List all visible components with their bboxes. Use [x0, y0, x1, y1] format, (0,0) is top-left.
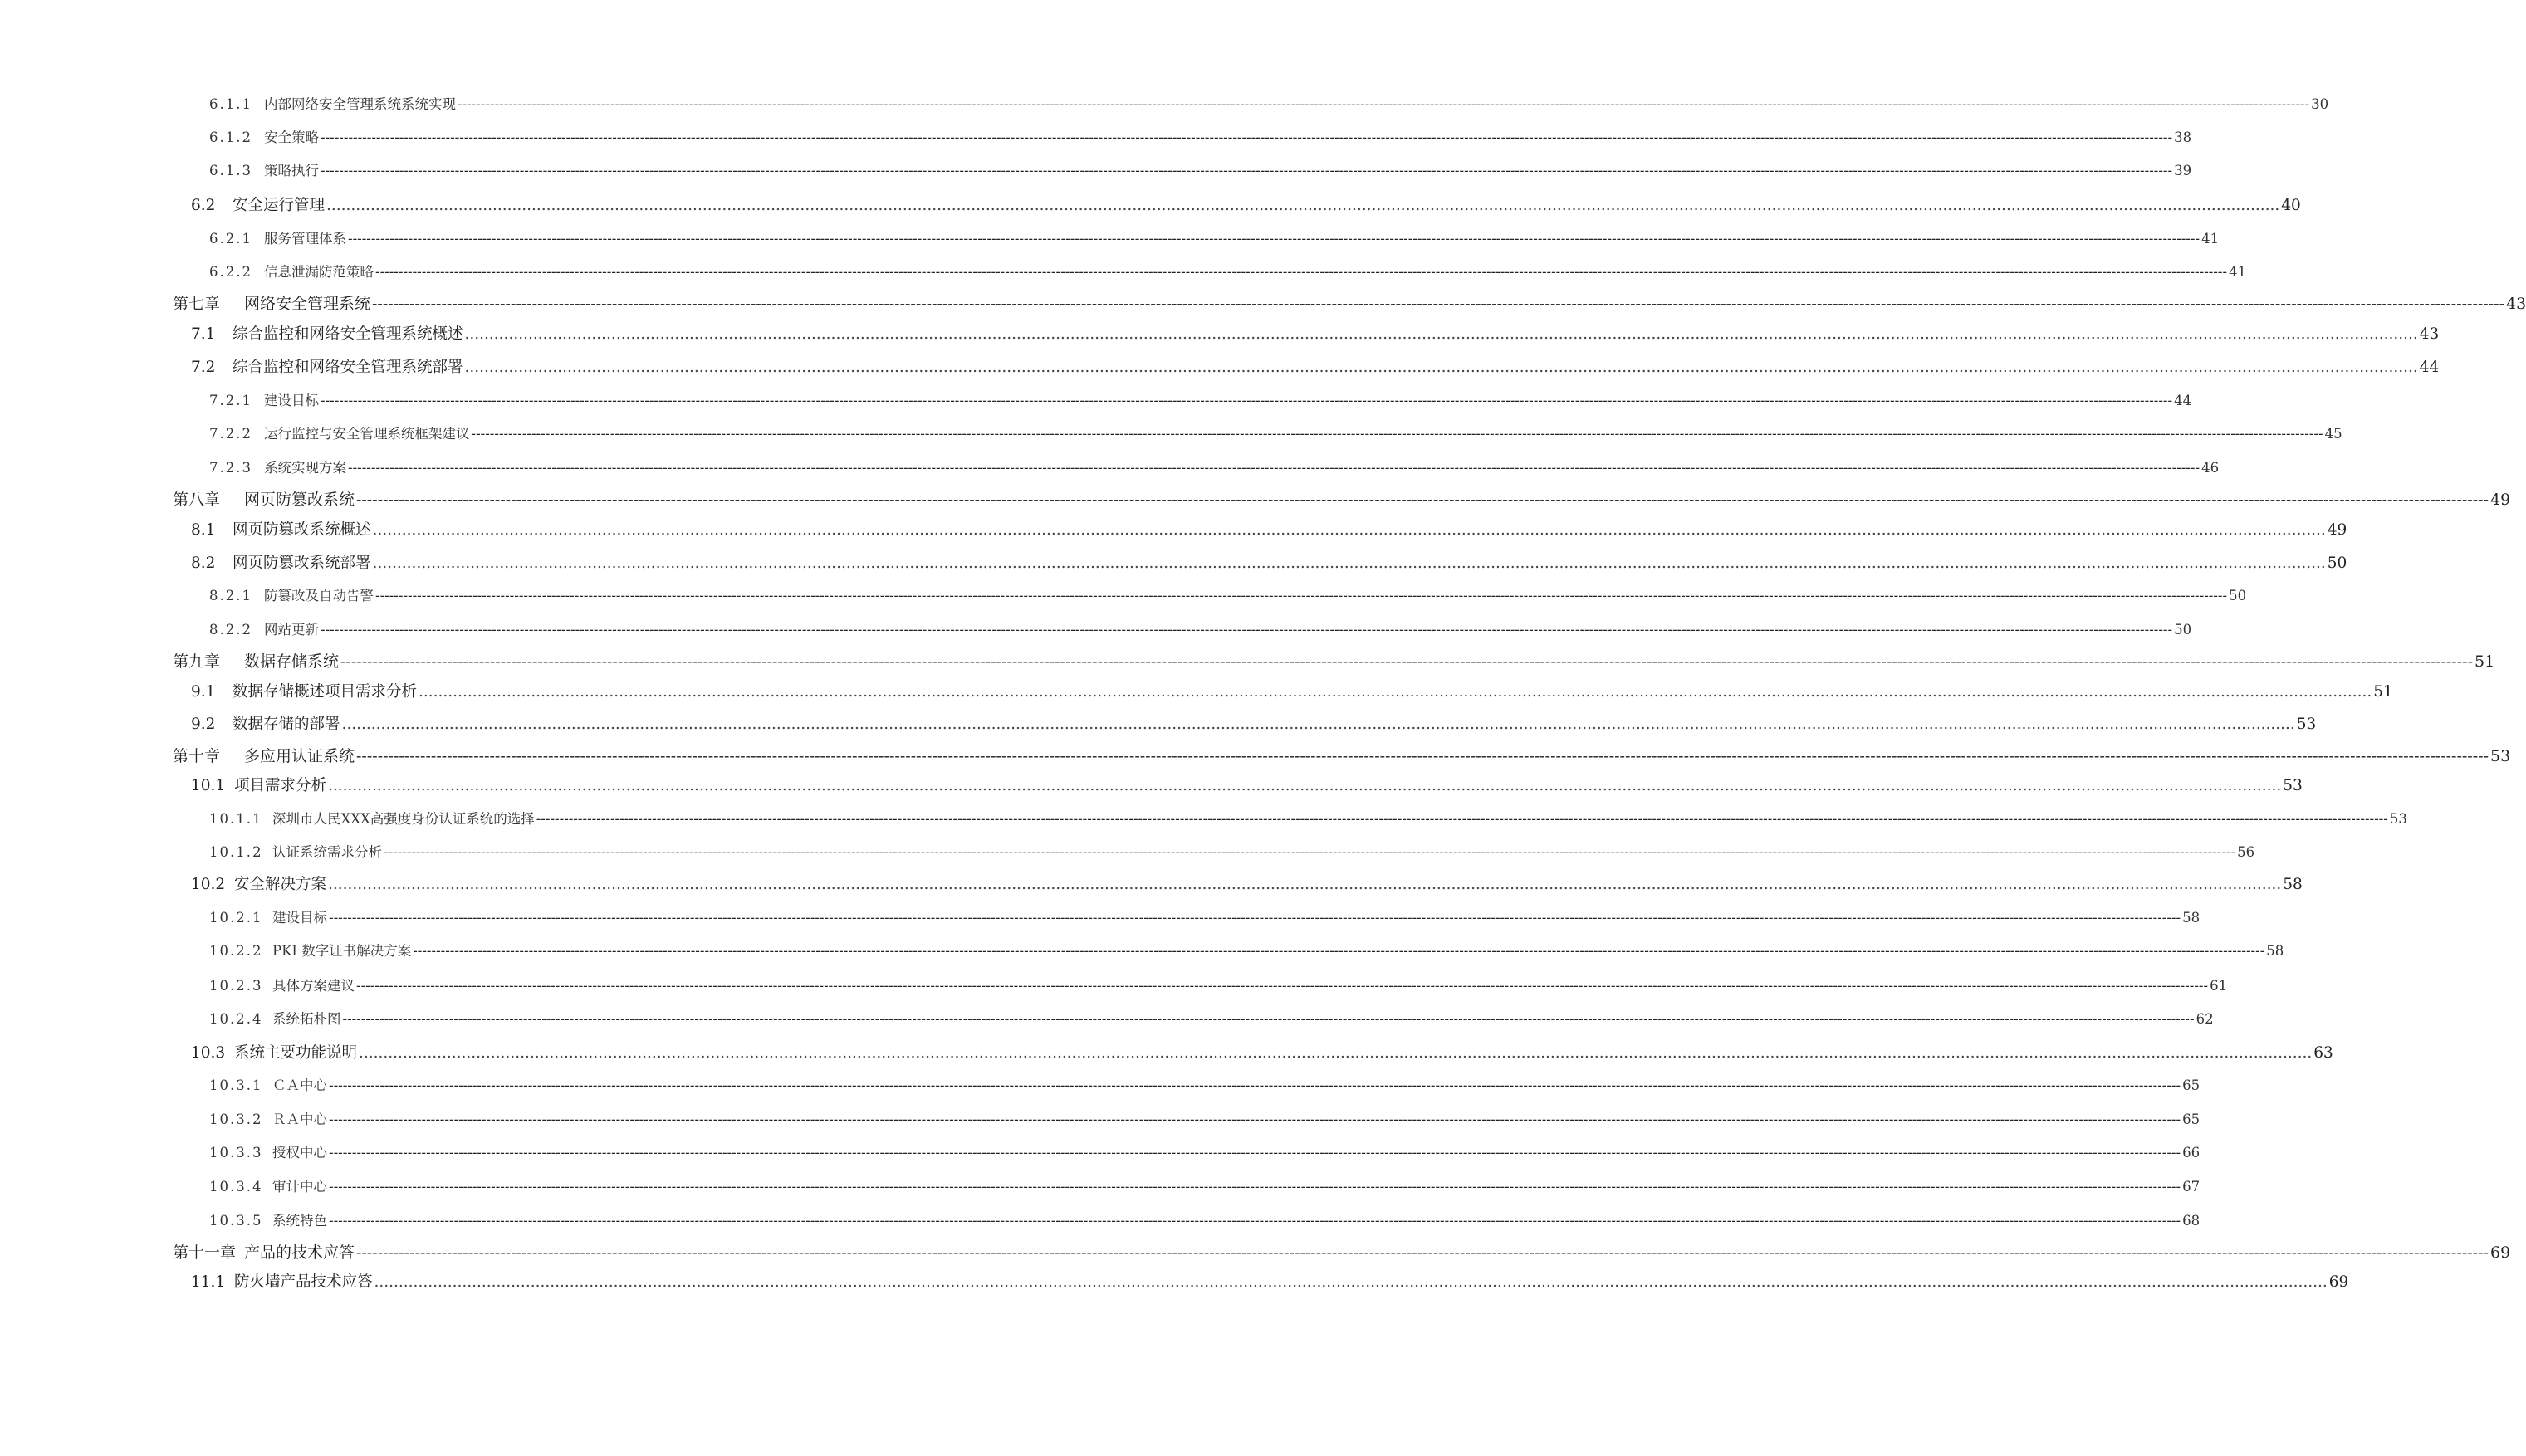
toc-page-number: 43	[2419, 325, 2440, 343]
toc-entry-number: 7.2.2	[209, 426, 252, 442]
toc-leader: ----------------------------------------------------------------------------------------------------------------------------------------------------------------------------------------------------------------------------------------------------------------------------------------------------------------------------------------------------------------------------------------------------------------	[384, 844, 2236, 860]
toc-leader: ................................................................................................................................................................................................................................................................................................................................................................................................................	[372, 555, 2326, 572]
toc-entry-number: 10.3.2	[209, 1112, 263, 1127]
toc-entry-number: 10.2.4	[209, 1011, 263, 1027]
toc-entry[interactable]	[173, 652, 2495, 671]
toc-page-number: 30	[2311, 96, 2329, 112]
toc-entry-title: 建设目标	[264, 393, 319, 408]
toc-page-number: 67	[2182, 1179, 2200, 1195]
toc-entry-number: 7.2.3	[209, 460, 252, 476]
toc-leader: ----------------------------------------------------------------------------------------------------------------------------------------------------------------------------------------------------------------------------------------------------------------------------------------------------------------------------------------------------------------------------------------------------------------	[321, 129, 2173, 145]
toc-entry[interactable]	[191, 521, 2347, 539]
toc-page-number: 53	[2296, 716, 2317, 733]
toc-leader: ----------------------------------------------------------------------------------------------------------------------------------------------------------------------------------------------------------------------------------------------------------------------------------------------------------------------------------------------------------------------------------------------------------------	[329, 910, 2181, 926]
toc-leader: ----------------------------------------------------------------------------------------------------------------------------------------------------------------------------------------------------------------------------------------------------------------------------------------------------------------------------------------------------------------------------------------------------------------	[348, 231, 2200, 247]
toc-entry-title: 数据存储概述项目需求分析	[233, 683, 418, 701]
toc-page-number: 58	[2182, 910, 2200, 926]
toc-leader: ----------------------------------------------------------------------------------------------------------------------------------------------------------------------------------------------------------------------------------------------------------------------------------------------------------------------------------------------------------------------------------------------------------------	[372, 295, 2504, 313]
toc-leader: ----------------------------------------------------------------------------------------------------------------------------------------------------------------------------------------------------------------------------------------------------------------------------------------------------------------------------------------------------------------------------------------------------------------	[342, 1011, 2195, 1027]
toc-entry-number: 10.2.3	[209, 978, 263, 994]
toc-entry[interactable]	[209, 622, 2192, 638]
toc-entry-number: 10.3.1	[209, 1077, 263, 1093]
toc-entry-number: 6.2.1	[209, 231, 252, 247]
toc-entry-title: 综合监控和网络安全管理系统部署	[233, 359, 463, 376]
toc-leader: ----------------------------------------------------------------------------------------------------------------------------------------------------------------------------------------------------------------------------------------------------------------------------------------------------------------------------------------------------------------------------------------------------------------	[321, 163, 2173, 178]
toc-leader: ----------------------------------------------------------------------------------------------------------------------------------------------------------------------------------------------------------------------------------------------------------------------------------------------------------------------------------------------------------------------------------------------------------------	[536, 811, 2388, 827]
toc-leader: ----------------------------------------------------------------------------------------------------------------------------------------------------------------------------------------------------------------------------------------------------------------------------------------------------------------------------------------------------------------------------------------------------------------	[413, 943, 2265, 959]
toc-entry[interactable]	[209, 163, 2192, 178]
toc-page-number: 41	[2201, 231, 2220, 247]
toc-leader: ----------------------------------------------------------------------------------------------------------------------------------------------------------------------------------------------------------------------------------------------------------------------------------------------------------------------------------------------------------------------------------------------------------------	[329, 1077, 2181, 1093]
toc-entry[interactable]	[209, 129, 2192, 145]
toc-entry[interactable]	[209, 1011, 2214, 1027]
toc-entry[interactable]	[209, 811, 2407, 827]
toc-entry-number: 第十章	[173, 747, 221, 765]
toc-entry-title: ＣＡ中心	[272, 1077, 327, 1093]
toc-page-number: 44	[2174, 393, 2192, 408]
toc-entry[interactable]	[209, 1213, 2200, 1229]
toc-entry[interactable]	[209, 231, 2220, 247]
toc-leader: ----------------------------------------------------------------------------------------------------------------------------------------------------------------------------------------------------------------------------------------------------------------------------------------------------------------------------------------------------------------------------------------------------------------	[356, 491, 2489, 509]
toc-leader: ----------------------------------------------------------------------------------------------------------------------------------------------------------------------------------------------------------------------------------------------------------------------------------------------------------------------------------------------------------------------------------------------------------------	[375, 264, 2228, 280]
toc-page-number: 49	[2327, 521, 2347, 539]
toc-leader: ................................................................................................................................................................................................................................................................................................................................................................................................................	[374, 1273, 2328, 1291]
toc-entry-title: 网站更新	[264, 622, 319, 638]
toc-entry-title: 网络安全管理系统	[244, 295, 371, 313]
toc-page-number: 50	[2229, 588, 2247, 603]
toc-entry-title: 项目需求分析	[234, 777, 327, 794]
toc-entry-title: 网页防篡改系统	[244, 491, 355, 509]
toc-page-number: 68	[2182, 1213, 2200, 1229]
toc-entry-number: 10.3.3	[209, 1145, 263, 1160]
toc-entry[interactable]	[209, 943, 2284, 959]
toc-page-number: 58	[2266, 943, 2284, 959]
toc-entry-number: 6.2	[191, 197, 216, 214]
toc-leader: ................................................................................................................................................................................................................................................................................................................................................................................................................	[359, 1044, 2313, 1062]
toc-entry[interactable]	[209, 1112, 2200, 1127]
toc-entry[interactable]	[191, 777, 2303, 794]
toc-entry[interactable]	[209, 910, 2200, 926]
toc-entry-title: 建设目标	[272, 910, 327, 926]
toc-leader: ................................................................................................................................................................................................................................................................................................................................................................................................................	[464, 325, 2418, 343]
toc-entry-title: 综合监控和网络安全管理系统概述	[233, 325, 463, 343]
toc-entry-number: 第七章	[173, 295, 221, 313]
toc-entry-number: 9.2	[191, 716, 216, 733]
toc-page-number: 65	[2182, 1077, 2200, 1093]
toc-page-number: 45	[2324, 426, 2342, 442]
toc-page-number: 51	[2373, 683, 2393, 701]
toc-entry[interactable]	[209, 844, 2255, 860]
toc-entry[interactable]	[209, 588, 2247, 603]
toc-entry[interactable]	[209, 978, 2228, 994]
toc-entry-title: 系统实现方案	[264, 460, 346, 476]
toc-entry-title: 系统拓朴图	[272, 1011, 341, 1027]
toc-leader: ----------------------------------------------------------------------------------------------------------------------------------------------------------------------------------------------------------------------------------------------------------------------------------------------------------------------------------------------------------------------------------------------------------------	[340, 652, 2473, 671]
toc-leader: ----------------------------------------------------------------------------------------------------------------------------------------------------------------------------------------------------------------------------------------------------------------------------------------------------------------------------------------------------------------------------------------------------------------	[375, 588, 2228, 603]
toc-leader: ----------------------------------------------------------------------------------------------------------------------------------------------------------------------------------------------------------------------------------------------------------------------------------------------------------------------------------------------------------------------------------------------------------------	[356, 747, 2489, 765]
toc-entry[interactable]	[191, 683, 2393, 701]
toc-page-number: 62	[2196, 1011, 2214, 1027]
toc-leader: ----------------------------------------------------------------------------------------------------------------------------------------------------------------------------------------------------------------------------------------------------------------------------------------------------------------------------------------------------------------------------------------------------------------	[329, 1179, 2181, 1195]
toc-entry-title: 服务管理体系	[264, 231, 346, 247]
toc-entry-title: 信息泄漏防范策略	[264, 264, 374, 280]
toc-entry[interactable]	[191, 876, 2303, 893]
toc-entry[interactable]	[191, 197, 2301, 214]
toc-page-number: 53	[2489, 747, 2511, 765]
toc-entry-title: 审计中心	[272, 1179, 327, 1195]
toc-entry[interactable]	[209, 264, 2247, 280]
toc-entry-title: 策略执行	[264, 163, 319, 178]
toc-entry[interactable]	[209, 1145, 2200, 1160]
toc-page-number: 51	[2474, 652, 2495, 671]
toc-leader: ................................................................................................................................................................................................................................................................................................................................................................................................................	[372, 521, 2326, 539]
toc-leader: ................................................................................................................................................................................................................................................................................................................................................................................................................	[464, 359, 2418, 376]
toc-entry-number: 10.2.1	[209, 910, 263, 926]
toc-entry-number: 第十一章	[173, 1243, 237, 1262]
toc-leader: ----------------------------------------------------------------------------------------------------------------------------------------------------------------------------------------------------------------------------------------------------------------------------------------------------------------------------------------------------------------------------------------------------------------	[356, 1243, 2489, 1262]
toc-entry-number: 10.1.2	[209, 844, 263, 860]
toc-entry[interactable]	[173, 295, 2526, 313]
toc-entry-title: 内部网络安全管理系统系统实现	[264, 96, 456, 112]
toc-entry-number: 第九章	[173, 652, 221, 671]
toc-page-number: 66	[2182, 1145, 2200, 1160]
toc-entry[interactable]	[191, 359, 2440, 376]
toc-entry[interactable]	[191, 716, 2317, 733]
toc-entry-number: 11.1	[191, 1273, 226, 1291]
toc-entry-number: 6.1.2	[209, 129, 252, 145]
toc-leader: ................................................................................................................................................................................................................................................................................................................................................................................................................	[328, 777, 2282, 794]
toc-leader: ................................................................................................................................................................................................................................................................................................................................................................................................................	[328, 876, 2282, 893]
toc-entry-title: 深圳市人民XXX高强度身份认证系统的选择	[272, 811, 535, 827]
toc-entry-number: 6.1.3	[209, 163, 252, 178]
toc-leader: ----------------------------------------------------------------------------------------------------------------------------------------------------------------------------------------------------------------------------------------------------------------------------------------------------------------------------------------------------------------------------------------------------------------	[321, 393, 2173, 408]
toc-entry[interactable]	[173, 747, 2511, 765]
toc-entry-title: 产品的技术应答	[244, 1243, 355, 1262]
toc-entry-number: 9.1	[191, 683, 216, 701]
toc-entry[interactable]	[209, 1077, 2200, 1093]
toc-entry-title: 具体方案建议	[272, 978, 355, 994]
toc-entry-title: 授权中心	[272, 1145, 327, 1160]
toc-page-number: 53	[2283, 777, 2303, 794]
toc-page-number: 56	[2237, 844, 2255, 860]
toc-entry[interactable]	[191, 1273, 2349, 1291]
toc-page-number: 53	[2389, 811, 2407, 827]
toc-page-number: 49	[2489, 491, 2511, 509]
toc-entry[interactable]	[173, 491, 2511, 509]
toc-entry[interactable]	[209, 460, 2220, 476]
toc-page-number: 69	[2489, 1243, 2511, 1262]
toc-entry-number: 10.2.2	[209, 943, 263, 959]
toc-entry-number: 10.3.5	[209, 1213, 263, 1229]
toc-entry-number: 7.2.1	[209, 393, 252, 408]
toc-entry-number: 8.2.2	[209, 622, 252, 638]
toc-page-number: 65	[2182, 1112, 2200, 1127]
toc-entry-number: 7.2	[191, 359, 216, 376]
toc-entry-number: 10.1.1	[209, 811, 263, 827]
toc-entry-title: 防篡改及自动告警	[264, 588, 374, 603]
toc-entry-title: PKI 数字证书解决方案	[272, 943, 412, 959]
toc-entry[interactable]	[191, 1044, 2333, 1062]
toc-leader: ----------------------------------------------------------------------------------------------------------------------------------------------------------------------------------------------------------------------------------------------------------------------------------------------------------------------------------------------------------------------------------------------------------------	[458, 96, 2310, 112]
toc-entry-number: 10.3.4	[209, 1179, 263, 1195]
toc-entry-title: 系统主要功能说明	[234, 1044, 358, 1062]
toc-entry[interactable]	[209, 393, 2192, 408]
toc-page-number: 41	[2229, 264, 2247, 280]
toc-page-number: 58	[2283, 876, 2303, 893]
toc-entry-title: 安全解决方案	[234, 876, 327, 893]
toc-entry-title: ＲＡ中心	[272, 1112, 327, 1127]
toc-entry-number: 10.3	[191, 1044, 226, 1062]
toc-entry-title: 多应用认证系统	[244, 747, 355, 765]
toc-page-number: 63	[2313, 1044, 2333, 1062]
toc-entry-title: 安全运行管理	[233, 197, 326, 214]
toc-page-number: 50	[2327, 555, 2347, 572]
toc-page-number: 61	[2210, 978, 2228, 994]
toc-entry-number: 10.2	[191, 876, 226, 893]
toc-page-number: 50	[2174, 622, 2192, 638]
toc-leader: ----------------------------------------------------------------------------------------------------------------------------------------------------------------------------------------------------------------------------------------------------------------------------------------------------------------------------------------------------------------------------------------------------------------	[471, 426, 2323, 442]
toc-leader: ----------------------------------------------------------------------------------------------------------------------------------------------------------------------------------------------------------------------------------------------------------------------------------------------------------------------------------------------------------------------------------------------------------------	[348, 460, 2200, 476]
toc-entry-number: 第八章	[173, 491, 221, 509]
toc-page-number: 69	[2328, 1273, 2349, 1291]
toc-entry[interactable]	[191, 325, 2440, 343]
toc-entry[interactable]	[173, 1243, 2511, 1262]
toc-entry-number: 8.1	[191, 521, 216, 539]
toc-entry[interactable]	[209, 96, 2329, 112]
toc-entry-title: 数据存储系统	[244, 652, 340, 671]
toc-page-number: 40	[2281, 197, 2301, 214]
toc-leader: ................................................................................................................................................................................................................................................................................................................................................................................................................	[419, 683, 2372, 701]
toc-page-number: 44	[2419, 359, 2440, 376]
toc-leader: ----------------------------------------------------------------------------------------------------------------------------------------------------------------------------------------------------------------------------------------------------------------------------------------------------------------------------------------------------------------------------------------------------------------	[356, 978, 2209, 994]
toc-entry-title: 运行监控与安全管理系统框架建议	[264, 426, 470, 442]
toc-leader: ----------------------------------------------------------------------------------------------------------------------------------------------------------------------------------------------------------------------------------------------------------------------------------------------------------------------------------------------------------------------------------------------------------------	[329, 1112, 2181, 1127]
toc-entry[interactable]	[191, 555, 2347, 572]
toc-page-number: 46	[2201, 460, 2220, 476]
toc-page-number: 43	[2505, 295, 2526, 313]
toc-entry-number: 8.2.1	[209, 588, 252, 603]
toc-entry-title: 安全策略	[264, 129, 319, 145]
toc-leader: ----------------------------------------------------------------------------------------------------------------------------------------------------------------------------------------------------------------------------------------------------------------------------------------------------------------------------------------------------------------------------------------------------------------	[329, 1213, 2181, 1229]
toc-entry-number: 6.2.2	[209, 264, 252, 280]
toc-leader: ----------------------------------------------------------------------------------------------------------------------------------------------------------------------------------------------------------------------------------------------------------------------------------------------------------------------------------------------------------------------------------------------------------------	[329, 1145, 2181, 1160]
toc-entry-title: 网页防篡改系统概述	[233, 521, 371, 539]
toc-leader: ................................................................................................................................................................................................................................................................................................................................................................................................................	[326, 197, 2280, 214]
toc-page-number: 38	[2174, 129, 2192, 145]
toc-leader: ................................................................................................................................................................................................................................................................................................................................................................................................................	[341, 716, 2295, 733]
toc-entry-title: 数据存储的部署	[233, 716, 340, 733]
toc-entry-number: 8.2	[191, 555, 216, 572]
toc-entry-number: 10.1	[191, 777, 226, 794]
toc-leader: ----------------------------------------------------------------------------------------------------------------------------------------------------------------------------------------------------------------------------------------------------------------------------------------------------------------------------------------------------------------------------------------------------------------	[321, 622, 2173, 638]
toc-entry[interactable]	[209, 426, 2342, 442]
toc-entry[interactable]	[209, 1179, 2200, 1195]
toc-entry-title: 防火墙产品技术应答	[234, 1273, 373, 1291]
toc-page-number: 39	[2174, 163, 2192, 178]
toc-entry-number: 7.1	[191, 325, 216, 343]
toc-entry-title: 认证系统需求分析	[272, 844, 382, 860]
toc-entry-title: 系统特色	[272, 1213, 327, 1229]
toc-entry-number: 6.1.1	[209, 96, 252, 112]
toc-entry-title: 网页防篡改系统部署	[233, 555, 371, 572]
